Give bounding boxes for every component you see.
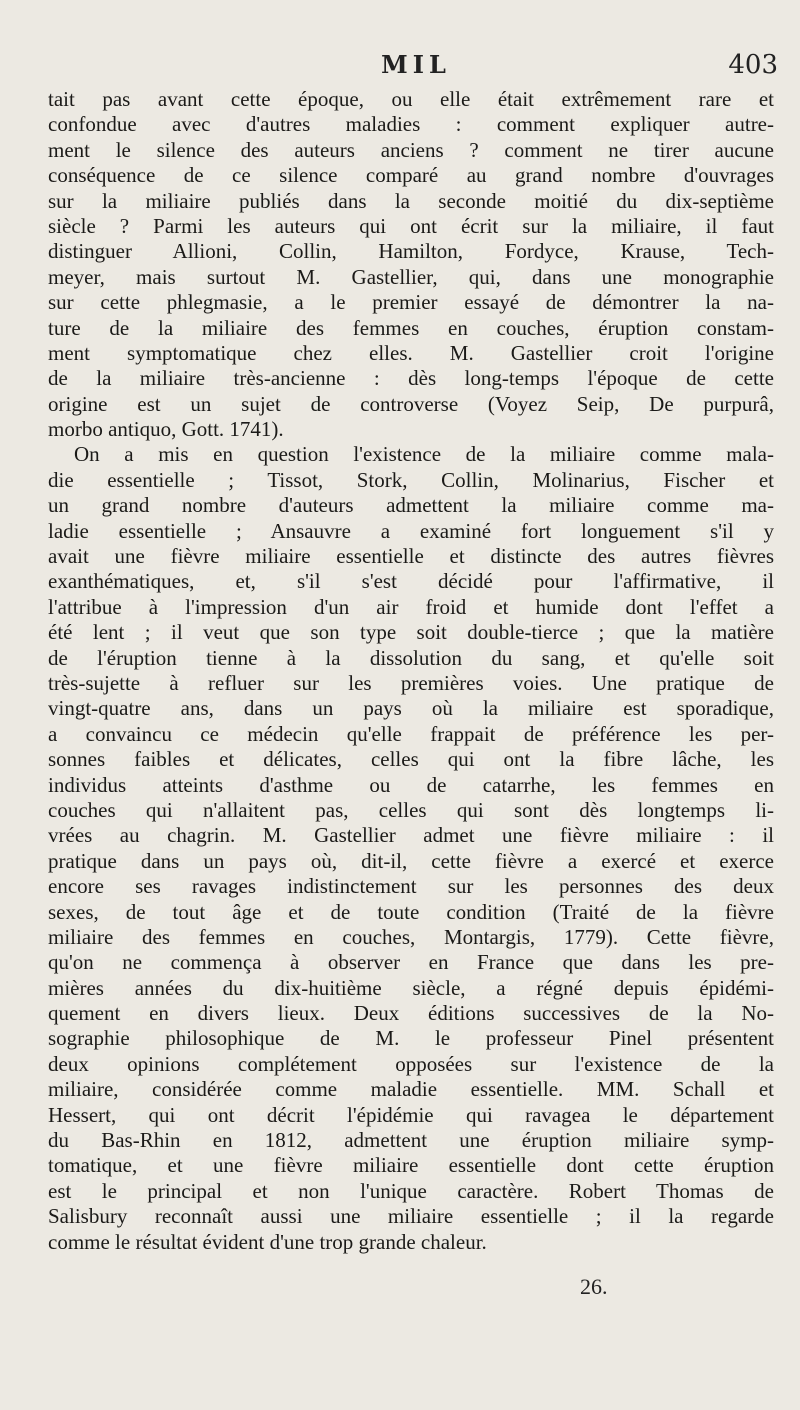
text-line: de l'éruption tienne à la dissolution du sang, et qu'elle soit (48, 645, 774, 670)
text-line: On a mis en question l'existence de la miliaire comme mala- (74, 442, 774, 467)
signature-mark: 26. (580, 1274, 608, 1299)
text-line: avait une fièvre miliaire essentielle et distincte des autres fièvres (48, 544, 774, 569)
text-line: sur la miliaire publiés dans la seconde moitié du dix-septième (48, 188, 774, 213)
text-line: été lent ; il veut que son type soit double-tierce ; que la matière (48, 620, 774, 645)
text-line: origine est un sujet de controverse (Voyez Seip, De purpurâ, (48, 391, 774, 416)
text-line: morbo antiquo, Gott. 1741). (48, 417, 284, 442)
text-line: ladie essentielle ; Ansauvre a examiné fort longuement s'il y (48, 518, 774, 543)
text-line: sographie philosophique de M. le professeur Pinel présentent (48, 1026, 774, 1051)
text-line: conséquence de ce silence comparé au grand nombre d'ouvrages (48, 163, 774, 188)
text-line: miliaire des femmes en couches, Montargis, 1779). Cette fièvre, (48, 924, 774, 949)
text-line: vingt-quatre ans, dans un pays où la miliaire est sporadique, (48, 696, 774, 721)
text-line: ture de la miliaire des femmes en couches, éruption constam- (48, 315, 774, 340)
text-line: du Bas-Rhin en 1812, admettent une éruption miliaire symp- (48, 1128, 774, 1153)
text-line: miliaire, considérée comme maladie essentielle. MM. Schall et (48, 1077, 774, 1102)
text-line: Salisbury reconnaît aussi une miliaire essentielle ; il la regarde (48, 1204, 774, 1229)
text-line: sur cette phlegmasie, a le premier essayé de démontrer la na- (48, 290, 774, 315)
text-line: ment symptomatique chez elles. M. Gastellier croit l'origine (48, 340, 774, 365)
text-line: siècle ? Parmi les auteurs qui ont écrit sur la miliaire, il faut (48, 213, 774, 238)
text-line: vrées au chagrin. M. Gastellier admet une fièvre miliaire : il (48, 823, 774, 848)
paragraph-1 (48, 87, 774, 442)
text-line: mières années du dix-huitième siècle, a régné depuis épidémi- (48, 975, 774, 1000)
text-line: deux opinions complétement opposées sur l'existence de la (48, 1051, 774, 1076)
text-line: sonnes faibles et délicates, celles qui ont la fibre lâche, les (48, 747, 774, 772)
text-line: individus atteints d'asthme ou de catarrhe, les femmes en (48, 772, 774, 797)
page-header (48, 50, 784, 86)
text-line: Hessert, qui ont décrit l'épidémie qui ravagea le département (48, 1102, 774, 1127)
text-line: très-sujette à refluer sur les premières voies. Une pratique de (48, 670, 774, 695)
text-line: est le principal et non l'unique caractère. Robert Thomas de (48, 1178, 774, 1203)
page-number: 403 (728, 50, 778, 80)
text-line: comme le résultat évident d'une trop grande chaleur. (48, 1229, 487, 1254)
text-line: qu'on ne commença à observer en France que dans les pre- (48, 950, 774, 975)
text-line: ment le silence des auteurs anciens ? comment ne tirer aucune (48, 137, 774, 162)
text-line: distinguer Allioni, Collin, Hamilton, Fordyce, Krause, Tech- (48, 239, 774, 264)
text-line: l'attribue à l'impression d'un air froid et humide dont l'effet a (48, 594, 774, 619)
text-line: meyer, mais surtout M. Gastellier, qui, dans une monographie (48, 264, 774, 289)
text-line: die essentielle ; Tissot, Stork, Collin, Molinarius, Fischer et (48, 467, 774, 492)
text-line: couches qui n'allaitent pas, celles qui sont dès longtemps li- (48, 797, 774, 822)
running-head: MIL (381, 50, 451, 79)
paragraph-2 (48, 442, 774, 1255)
text-line: pratique dans un pays où, dit-il, cette fièvre a exercé et exerce (48, 848, 774, 873)
text-line: quement en divers lieux. Deux éditions successives de la No- (48, 1001, 774, 1026)
text-line: tomatique, et une fièvre miliaire essentielle dont cette éruption (48, 1153, 774, 1178)
text-line: de la miliaire très-ancienne : dès long-temps l'époque de cette (48, 366, 774, 391)
text-line: confondue avec d'autres maladies : comment expliquer autre- (48, 112, 774, 137)
text-line: a convaincu ce médecin qu'elle frappait de préférence les per- (48, 721, 774, 746)
text-line: un grand nombre d'auteurs admettent la miliaire comme ma- (48, 493, 774, 518)
text-line: sexes, de tout âge et de toute condition (Traité de la fièvre (48, 899, 774, 924)
text-line: tait pas avant cette époque, ou elle était extrêmement rare et (48, 87, 774, 111)
text-line: encore ses ravages indistinctement sur les personnes des deux (48, 874, 774, 899)
body-text (48, 87, 774, 1255)
text-line: exanthématiques, et, s'il s'est décidé pour l'affirmative, il (48, 569, 774, 594)
